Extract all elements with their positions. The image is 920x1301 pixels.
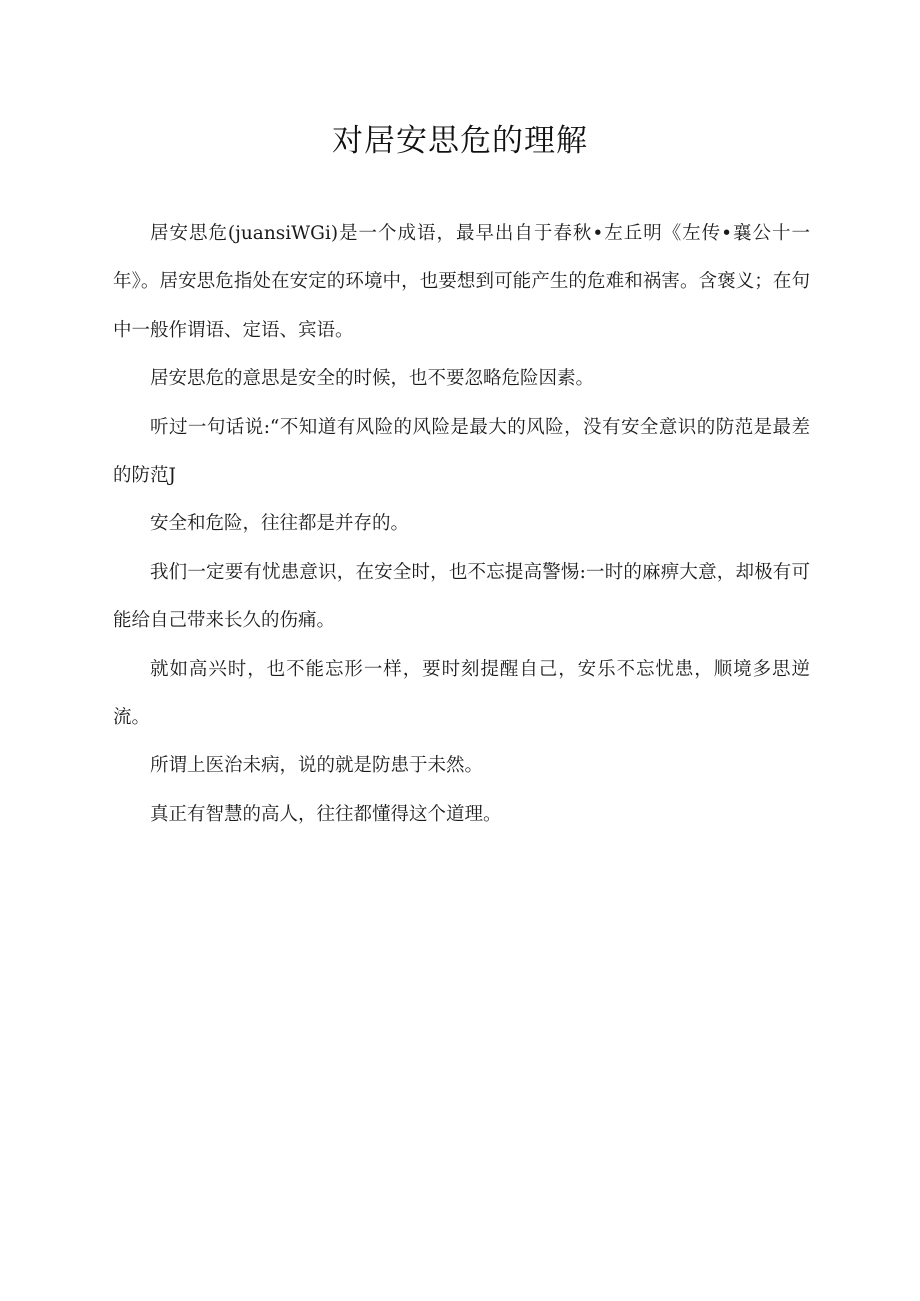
- paragraph-coexist: 安全和危险，往往都是并存的。: [150, 513, 410, 535]
- document-body: [113, 210, 810, 839]
- paragraph-quote: 听过一句话说:“不知道有风险的风险是最大的风险，没有安全意识的防范是最差的防范J: [113, 416, 810, 487]
- paragraph-awareness: 我们一定要有忧患意识，在安全时，也不忘提高警惕:一时的麻痹大意，却极有可能给自己带来长久的伤痛。: [113, 561, 810, 632]
- paragraph-wisdom: 真正有智慧的高人，往往都懂得这个道理。: [150, 803, 502, 825]
- paragraph-meaning: 居安思危的意思是安全的时候，也不要忽略危险因素。: [150, 368, 595, 390]
- paragraph-reminder: 就如高兴时，也不能忘形一样，要时刻提醒自己，安乐不忘忧患，顺境多思逆流。: [113, 658, 810, 729]
- paragraph-prevention: 所谓上医治未病，说的就是防患于未然。: [150, 755, 484, 777]
- paragraph-origin: 居安思危(juansiWGi)是一个成语，最早出自于春秋•左丘明《左传•襄公十一年》。居安思危指处在安定的环境中，也要想到可能产生的危难和祸害。含褒义；在句中一般作谓语、定语、宾语。: [113, 223, 810, 341]
- document-title: 对居安思危的理解: [332, 123, 588, 159]
